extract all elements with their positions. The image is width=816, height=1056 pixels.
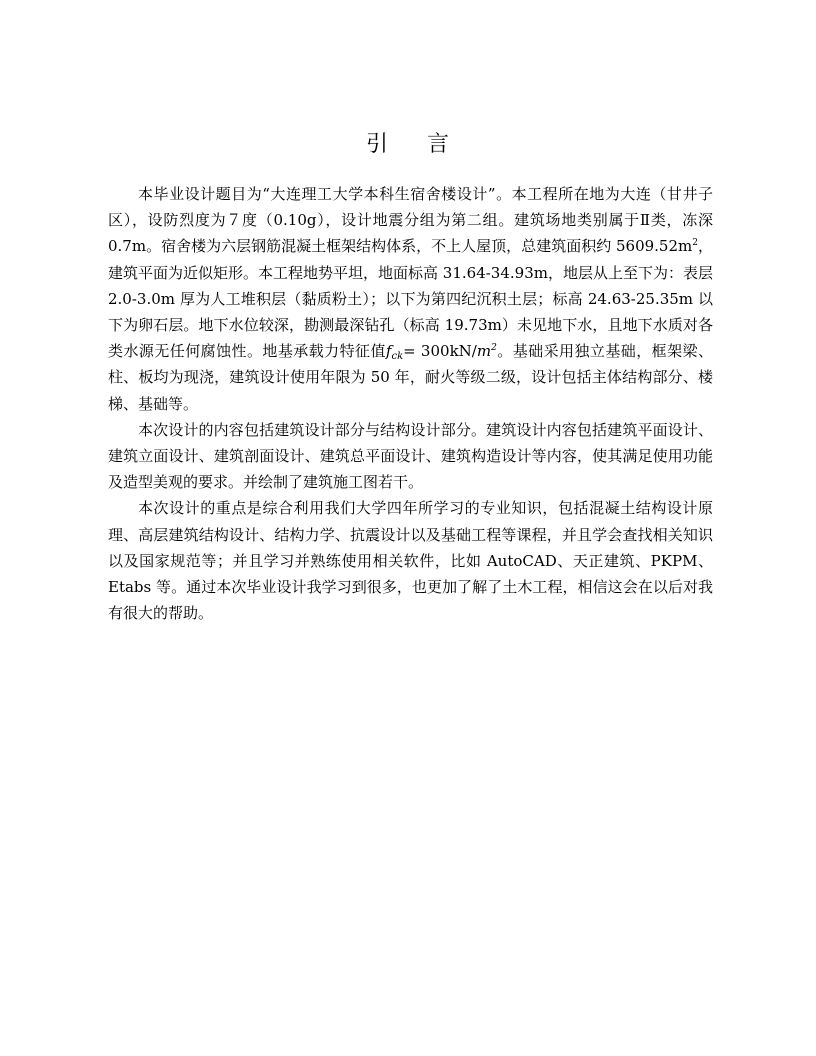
formula-symbol: f bbox=[385, 342, 392, 361]
paragraph-1 bbox=[108, 181, 713, 417]
formula-subscript: ck bbox=[391, 351, 404, 363]
paragraph-1-text-b: ，建筑平面为近似矩形。本工程地势平坦，地面标高 31.64-34.93m，地层从上至下为：表层 2.0-3.0m 厚为人工堆积层（黏质粉土）；以下为第四纪沉积土层；标高 24.63-25.35m 以下为卵石层。地下水位较深，勘测最深钻孔（标高 19.73m）未见地下水，且地下水质对各类水源无任何腐蚀性。地基承载力特征值 bbox=[108, 237, 713, 361]
area-unit-superscript: 2 bbox=[692, 238, 698, 249]
title-char-1: 引 bbox=[365, 132, 389, 157]
page-title bbox=[0, 130, 816, 160]
paragraph-3: 本次设计的重点是综合利用我们大学四年所学习的专业知识，包括混凝土结构设计原理、高层建筑结构设计、结构力学、抗震设计以及基础工程等课程，并且学会查找相关知识以及国家规范等；并且学习并熟练使用相关软件，比如 AutoCAD、天正建筑、PKPM、Etabs 等。通过本次毕业设计我学习到很多，也更加了解了土木工程，相信这会在以后对我有很大的帮助。 bbox=[108, 499, 713, 623]
bearing-capacity-formula bbox=[385, 342, 497, 363]
paragraph-2: 本次设计的内容包括建筑设计部分与结构设计部分。建筑设计内容包括建筑平面设计、建筑立面设计、建筑剖面设计、建筑总平面设计、建筑构造设计等内容，使其满足使用功能及造型美观的要求。并绘制了建筑施工图若干。 bbox=[108, 420, 713, 492]
paragraph-1-text-c: 。基础采用独立基础，框架梁、柱、板均为现浇，建筑设计使用年限为 50 年，耐火等级二级，设计包括主体结构部分、楼梯、基础等。 bbox=[108, 342, 713, 413]
paragraph-1-text-a: 本毕业设计题目为“大连理工大学本科生宿舍楼设计”。本工程所在地为大连（甘井子区），设防烈度为７度（0.10g），设计地震分组为第二组。建筑场地类别属于Ⅱ类，冻深 0.7m。宿舍楼为六层钢筋混凝土框架结构体系，不上人屋顶，总建筑面积约 5609.52m bbox=[108, 185, 713, 256]
title-char-2: 言 bbox=[427, 132, 451, 157]
formula-unit-superscript: 2 bbox=[491, 343, 497, 354]
formula-unit: m bbox=[476, 342, 492, 361]
introduction-body bbox=[108, 181, 713, 626]
formula-value: = 300kN/ bbox=[403, 342, 477, 361]
